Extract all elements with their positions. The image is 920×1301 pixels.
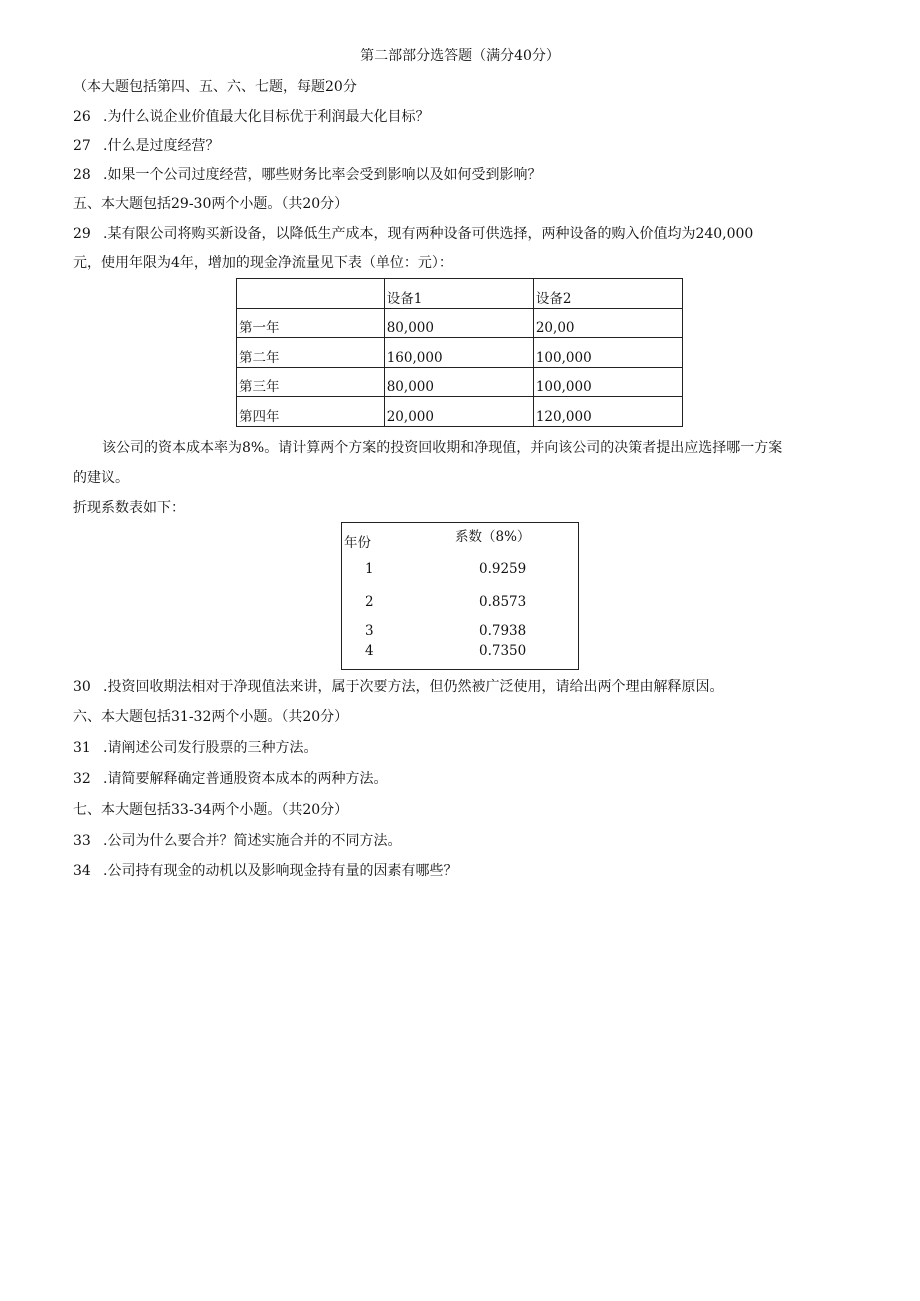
table-cell: 100,000 (533, 367, 682, 397)
question-number: 29 (73, 226, 91, 242)
question-text: .投资回收期法相对于净现值法来讲，属于次要方法，但仍然被广泛使用，请给出两个理由解释原因。 (103, 679, 724, 695)
header-year: 年份 (344, 535, 371, 551)
table-cell: 设备1 (384, 279, 533, 309)
part-5-heading: 五、本大题包括29-30两个小题。（共20分） (73, 196, 349, 212)
table-cell: 80,000 (384, 308, 533, 338)
question-text: .什么是过度经营？ (103, 138, 220, 154)
table-header-row (237, 279, 683, 309)
question-text: .如果一个公司过度经营，哪些财务比率会受到影响以及如何受到影响？ (103, 167, 542, 183)
table-cell: 第一年 (237, 308, 385, 338)
question-number: 31 (73, 740, 91, 756)
section-title: 第二部部分选答题（满分40分） (360, 48, 560, 64)
coefficient-value: 0.7938 (479, 623, 527, 639)
part-6-heading: 六、本大题包括31-32两个小题。（共20分） (73, 709, 349, 725)
table-cell: 160,000 (384, 338, 533, 368)
question-29-paragraph: 该公司的资本成本率为8%。请计算两个方案的投资回收期和净现值，并向该公司的决策者提出应选择哪一方案 (102, 440, 783, 456)
question-29-paragraph-continued: 的建议。 (73, 470, 129, 486)
question-31 (73, 738, 317, 758)
section-note: （本大题包括第四、五、六、七题，每题20分 (73, 79, 357, 95)
question-27 (73, 136, 219, 156)
coefficient-value: 0.9259 (479, 561, 527, 577)
header-coefficient: 系数（8%） (455, 529, 531, 545)
question-26 (73, 107, 429, 127)
coefficient-value: 0.8573 (479, 594, 527, 610)
question-34 (73, 861, 457, 881)
question-number: 34 (73, 863, 91, 879)
table-cell: 第三年 (237, 367, 385, 397)
question-number: 30 (73, 679, 91, 695)
question-text: .请阐述公司发行股票的三种方法。 (103, 740, 318, 756)
question-number: 26 (73, 109, 91, 125)
table-cell: 第二年 (237, 338, 385, 368)
table-row (237, 397, 683, 427)
question-32 (73, 769, 387, 789)
table-cell: 80,000 (384, 367, 533, 397)
question-number: 32 (73, 771, 91, 787)
question-text: .公司持有现金的动机以及影响现金持有量的因素有哪些？ (103, 863, 458, 879)
question-29-continued: 元，使用年限为4年，增加的现金净流量见下表（单位：元）： (73, 255, 453, 271)
question-29 (73, 224, 753, 244)
discount-factor-table (341, 522, 579, 670)
question-33 (73, 831, 401, 851)
table-cell: 20,000 (384, 397, 533, 427)
year-value: 3 (365, 623, 374, 639)
table-row (237, 308, 683, 338)
table-cell: 120,000 (533, 397, 682, 427)
question-30 (73, 677, 723, 697)
table-row (237, 338, 683, 368)
question-28 (73, 165, 541, 185)
table-cell: 100,000 (533, 338, 682, 368)
table-row (237, 367, 683, 397)
question-text: .为什么说企业价值最大化目标优于利润最大化目标？ (103, 109, 430, 125)
cash-flow-table (236, 278, 683, 427)
table-cell: 第四年 (237, 397, 385, 427)
year-value: 2 (365, 594, 374, 610)
question-number: 27 (73, 138, 91, 154)
question-text: .某有限公司将购买新设备，以降低生产成本，现有两种设备可供选择，两种设备的购入价值均为240,000 (103, 226, 754, 242)
question-number: 28 (73, 167, 91, 183)
question-text: .请简要解释确定普通股资本成本的两种方法。 (103, 771, 388, 787)
year-value: 4 (365, 643, 374, 659)
coefficient-value: 0.7350 (479, 643, 527, 659)
table-cell: 20,00 (533, 308, 682, 338)
table-cell: 设备2 (533, 279, 682, 309)
question-number: 33 (73, 833, 91, 849)
question-text: .公司为什么要合并？简述实施合并的不同方法。 (103, 833, 402, 849)
part-7-heading: 七、本大题包括33-34两个小题。（共20分） (73, 802, 349, 818)
table-cell (237, 279, 385, 309)
year-value: 1 (365, 561, 374, 577)
discount-intro: 折现系数表如下： (73, 500, 185, 516)
